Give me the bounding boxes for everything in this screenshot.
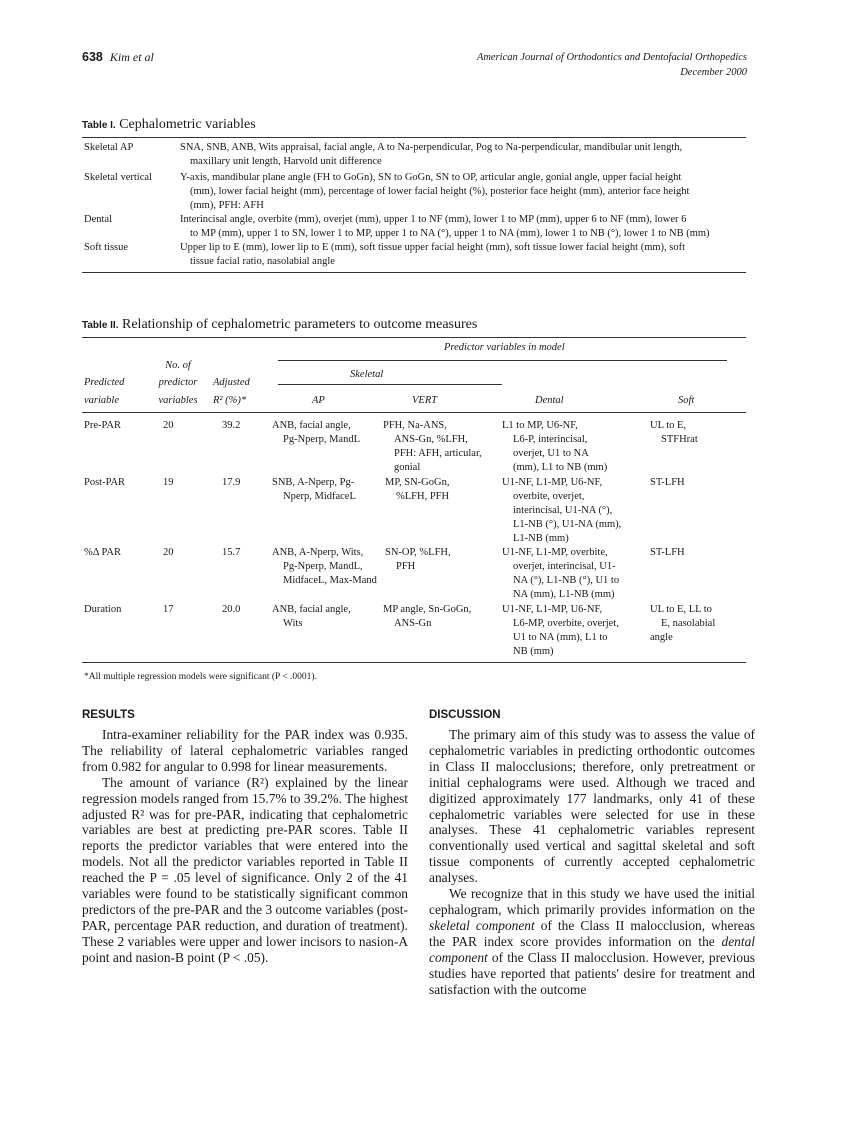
header-line: variables xyxy=(158,395,198,406)
table2-header-num xyxy=(152,359,204,408)
dental-predictors xyxy=(502,476,621,546)
table1-value-line: Y-axis, mandibular plane angle (FH to GoGn), SN to GoGn, SN to OP, articular angle, gonial angle, upper facial height xyxy=(180,172,682,183)
table2-bottom-rule xyxy=(82,662,746,663)
cell-line: overjet, interincisal, U1- xyxy=(513,561,616,572)
cell-line: NB (mm) xyxy=(513,646,554,657)
cell-line: Wits xyxy=(283,618,303,629)
soft-predictors xyxy=(650,419,698,447)
cell-line: ANB, A-Nperp, Wits, xyxy=(272,547,364,558)
table2-group-rule xyxy=(278,360,727,361)
table2-header-dental: Dental xyxy=(535,395,564,406)
cell-line: overjet, U1 to NA xyxy=(513,448,589,459)
cell-line: UL to E, LL to xyxy=(650,604,712,615)
cell-line: MP angle, Sn-GoGn, xyxy=(383,604,472,615)
ap-predictors xyxy=(272,476,356,504)
table1-category: Skeletal vertical xyxy=(84,172,152,183)
table2-header-group: Predictor variables in model xyxy=(444,342,565,353)
cell-line: Nperp, MidfaceL xyxy=(283,491,356,502)
table1-value-line: Interincisal angle, overbite (mm), overjet (mm), upper 1 to NF (mm), lower 1 to MP (mm), upper 6 to NF (mm), lower 6 xyxy=(180,214,687,225)
discussion-paragraph-2 xyxy=(429,886,755,997)
table2-header-soft: Soft xyxy=(678,395,695,406)
table2-label: Table II. xyxy=(82,320,119,331)
cell-line: MidfaceL, Max-Mand xyxy=(283,575,377,586)
dental-predictors xyxy=(502,603,619,659)
discussion-body xyxy=(429,727,755,997)
cell-line: L6-MP, overbite, overjet, xyxy=(513,618,619,629)
table1-category: Skeletal AP xyxy=(84,142,134,153)
cell-line: Pg-Nperp, MandL, xyxy=(283,561,363,572)
table1-value-line: tissue facial ratio, nasolabial angle xyxy=(190,256,335,267)
cell-line: U1-NF, L1-MP, U6-NF, xyxy=(502,477,603,488)
num-predictors: 20 xyxy=(163,420,174,431)
cell-line: L1 to MP, U6-NF, xyxy=(502,420,578,431)
header-line: predictor xyxy=(158,377,198,388)
cell-line: NA (°), L1-NB (°), U1 to xyxy=(513,575,620,586)
emphasis-dental-component: dental component xyxy=(429,933,755,965)
table1-value-line: maxillary unit length, Harvold unit difference xyxy=(190,156,382,167)
cell-line: gonial xyxy=(394,462,421,473)
cell-line: ANS-Gn, %LFH, xyxy=(394,434,468,445)
soft-predictors xyxy=(650,546,685,560)
num-predictors: 20 xyxy=(163,547,174,558)
num-predictors: 17 xyxy=(163,604,174,615)
header-line: Predicted xyxy=(84,377,125,388)
cell-line: STFHrat xyxy=(661,434,698,445)
cell-line: L6-P, interincisal, xyxy=(513,434,588,445)
cell-line: E, nasolabial xyxy=(661,618,716,629)
emphasis-skeletal-component: skeletal component xyxy=(429,917,535,933)
text-run: of the Class II malocclusion. However, previous studies have reported that patients' desire for treatment and satisfaction with the outcome xyxy=(429,949,755,997)
cell-line: angle xyxy=(650,632,673,643)
adjusted-r2: 15.7 xyxy=(222,547,241,558)
cell-line: U1 to NA (mm), L1 to xyxy=(513,632,608,643)
vert-predictors xyxy=(383,603,471,631)
cell-line: ANS-Gn xyxy=(394,618,432,629)
table2-footnote: *All multiple regression models were significant (P < .0001). xyxy=(84,672,317,682)
adjusted-r2: 17.9 xyxy=(222,477,241,488)
cell-line: UL to E, xyxy=(650,420,687,431)
table1-value-line: (mm), PFH: AFH xyxy=(190,200,264,211)
table2-header-predicted xyxy=(84,376,124,408)
text-run: of the Class II malocclusion, whereas the PAR index score provides information on the xyxy=(429,917,756,949)
header-line: variable xyxy=(84,395,119,406)
cell-line: PFH, Na-ANS, xyxy=(383,420,447,431)
soft-predictors xyxy=(650,476,685,490)
table1-value-line: SNA, SNB, ANB, Wits appraisal, facial angle, A to Na-perpendicular, Pog to Na-perpendicular, mandibular unit length, xyxy=(180,142,683,153)
table1-value-line: Upper lip to E (mm), lower lip to E (mm), soft tissue upper facial height (mm), soft tissue lower facial height (mm), soft xyxy=(180,242,686,253)
header-line: No. of xyxy=(165,360,191,371)
cell-line: SNB, A-Nperp, Pg- xyxy=(272,477,355,488)
text-run: We recognize that in this study we have used the initial cephalogram, which primarily provides information on the xyxy=(429,886,755,917)
predicted-variable: Pre-PAR xyxy=(84,420,121,431)
journal-name: American Journal of Orthodontics and Dentofacial Orthopedics xyxy=(476,52,747,63)
table2-skeletal-rule xyxy=(278,384,502,385)
table1-value-line: to MP (mm), upper 1 to SN, lower 1 to MP, upper 1 to NA (°), upper 1 to NA (mm), lower 1 to NB (°), lower 1 to NB (mm) xyxy=(190,228,710,239)
cell-line: U1-NF, L1-MP, overbite, xyxy=(502,547,608,558)
vert-predictors xyxy=(385,476,449,504)
cell-line: %LFH, PFH xyxy=(396,491,450,502)
header-line: R² (%)* xyxy=(213,395,247,406)
results-heading: RESULTS xyxy=(82,709,135,721)
cell-line: NA (mm), L1-NB (mm) xyxy=(513,589,615,600)
table2-title: Relationship of cephalometric parameters to outcome measures xyxy=(122,317,478,332)
page-number: 638 xyxy=(82,50,103,64)
table2-caption xyxy=(82,317,477,333)
results-body xyxy=(82,727,408,966)
cell-line: overbite, overjet, xyxy=(513,491,585,502)
soft-predictors xyxy=(650,603,715,645)
ap-predictors xyxy=(272,546,377,588)
table2-header-ap: AP xyxy=(312,395,325,406)
table2-header-vert: VERT xyxy=(412,395,438,406)
issue-date: December 2000 xyxy=(680,67,747,78)
cell-line: ANB, facial angle, xyxy=(272,604,351,615)
table2-top-rule xyxy=(82,337,746,338)
predicted-variable: %Δ PAR xyxy=(84,547,122,558)
header-line: Adjusted xyxy=(213,377,250,388)
dental-predictors xyxy=(502,419,607,475)
table1-top-rule xyxy=(82,137,746,138)
cell-line: MP, SN-GoGn, xyxy=(385,477,450,488)
dental-predictors xyxy=(502,546,619,602)
table2-header-adjusted xyxy=(213,376,250,408)
cell-line: L1-NB (°), U1-NA (mm), xyxy=(513,519,622,530)
predicted-variable: Post-PAR xyxy=(84,477,126,488)
ap-predictors xyxy=(272,603,351,631)
table1-title: Cephalometric variables xyxy=(119,117,256,132)
discussion-paragraph-1: The primary aim of this study was to assess the value of cephalometric variables in predicting orthodontic outcomes in Class II malocclusions; therefore, only pretreatment or initial cephalograms were used. Although we traced and digitized approximately 177 landmarks, only 41 of these cephalometric variables were selected for use in these analyses. These 41 cephalometric variables represent conventionally used vertical and sagittal skeletal and soft tissue components of currently accepted cephalometric analyses. xyxy=(429,727,755,886)
table2-header-rule xyxy=(82,412,746,413)
cell-line: SN-OP, %LFH, xyxy=(385,547,451,558)
table1-caption xyxy=(82,117,256,133)
predicted-variable: Duration xyxy=(84,604,122,615)
table1-bottom-rule xyxy=(82,272,746,273)
authors: Kim et al xyxy=(109,50,154,64)
results-paragraph-2: The amount of variance (R²) explained by the linear regression models ranged from 15.7% to 39.2%. The highest adjusted R² was for pre-PAR, indicating that cephalometric variables are best at predicting pre-PAR scores. Table II reports the predictor variables that were entered into the models. Not all the predictor variables reported in Table II reached the P = .05 level of significance. Only 2 of the 41 variables were found to be statistically significant common predictors of the pre-PAR and the 3 outcome variables (post-PAR, percentage PAR reduction, and duration of treatment). These 2 variables were upper and lower incisors to nasion-A point and nasion-B point (P < .05). xyxy=(82,774,408,965)
cell-line: PFH: AFH, articular, xyxy=(394,448,482,459)
running-head-right xyxy=(477,50,747,80)
cell-line: ST-LFH xyxy=(650,477,685,488)
cell-line: U1-NF, L1-MP, U6-NF, xyxy=(502,604,603,615)
results-paragraph-1: Intra-examiner reliability for the PAR index was 0.935. The reliability of lateral cephalometric variables ranged from 0.982 for angular to 0.998 for linear measurements. xyxy=(82,727,408,774)
cell-line: Pg-Nperp, MandL xyxy=(283,434,360,445)
adjusted-r2: 20.0 xyxy=(222,604,241,615)
cell-line: interincisal, U1-NA (°), xyxy=(513,505,613,516)
discussion-heading: DISCUSSION xyxy=(429,709,501,721)
table1-category: Dental xyxy=(84,214,112,225)
ap-predictors xyxy=(272,419,360,447)
adjusted-r2: 39.2 xyxy=(222,420,241,431)
table2-header-skeletal: Skeletal xyxy=(350,369,384,380)
running-head-left xyxy=(82,50,154,65)
cell-line: (mm), L1 to NB (mm) xyxy=(513,462,608,473)
table1-category: Soft tissue xyxy=(84,242,129,253)
cell-line: ST-LFH xyxy=(650,547,685,558)
cell-line: L1-NB (mm) xyxy=(513,533,569,544)
num-predictors: 19 xyxy=(163,477,174,488)
vert-predictors xyxy=(383,419,482,475)
cell-line: ANB, facial angle, xyxy=(272,420,351,431)
vert-predictors xyxy=(385,546,451,574)
cell-line: PFH xyxy=(396,561,416,572)
table1-value-line: (mm), lower facial height (mm), percentage of lower facial height (%), posterior face height (mm), anterior face height xyxy=(190,186,690,197)
table1-label: Table I. xyxy=(82,120,116,131)
